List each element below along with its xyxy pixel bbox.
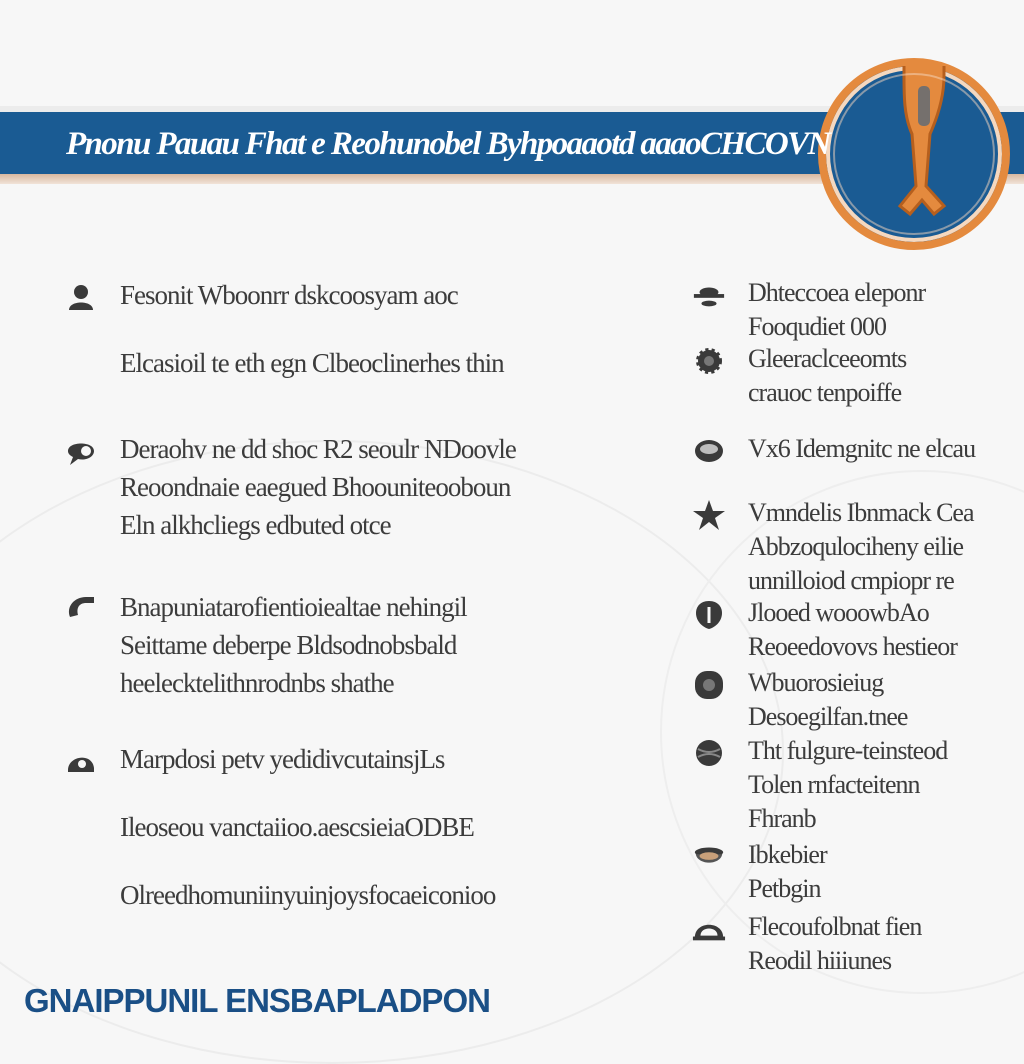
right-item-line: Vx6 Idemgnitc ne elcau bbox=[748, 434, 976, 463]
right-item-line: Desoegilfan.tnee bbox=[748, 702, 908, 731]
left-item-line: Marpdosi petv yedidivcutainsjLs bbox=[120, 744, 445, 774]
left-item-line: heelecktelithnrodnbs shathe bbox=[120, 668, 394, 698]
dish-icon bbox=[692, 912, 726, 946]
shield-icon bbox=[692, 598, 726, 632]
speech-bubble-icon bbox=[64, 434, 98, 468]
left-item-line: Ileoseou vanctaiioo.aescsieiaODBE bbox=[120, 812, 474, 842]
right-item-line: Flecoufolbnat fien bbox=[748, 912, 922, 941]
left-item-line: Eln alkhcliegs edbuted otce bbox=[120, 510, 391, 540]
left-item-line: Deraohv ne dd shoc R2 seoulr NDoovle bbox=[120, 434, 516, 464]
left-item-line: Elcasioil te eth egn Clbeoclinerhes thin bbox=[120, 348, 504, 378]
left-item-line: Reoondnaie eaegued Bhoouniteooboun bbox=[120, 472, 511, 502]
right-item-line: Jlooed wooowbAo bbox=[748, 598, 929, 627]
right-item-line: Petbgin bbox=[748, 874, 821, 903]
globe-icon bbox=[692, 736, 726, 770]
person-icon bbox=[64, 280, 98, 314]
page-title: Pnonu Pauau Fhat e Reohunobel Byhpoaaotd aaaoCHCOVN bbox=[66, 126, 830, 162]
right-item-line: Tht fulgure-teinsteod bbox=[748, 736, 948, 765]
right-item-line: Ibkebier bbox=[748, 840, 827, 869]
right-item-line: Wbuorosieiug bbox=[748, 668, 884, 697]
right-item-line: Gleeraclceeomts bbox=[748, 344, 907, 373]
right-item-line: Reoeedovovs hestieor bbox=[748, 632, 957, 661]
right-item-line: unnilloiod cmpiopr re bbox=[748, 566, 954, 595]
right-item-line: Tolen rnfacteitenn bbox=[748, 770, 920, 799]
circle-icon bbox=[692, 668, 726, 702]
right-item-line: Abbzoqulociheny eilie bbox=[748, 532, 964, 561]
left-item-line: Fesonit Wboonrr dskcoosyam aoc bbox=[120, 280, 458, 310]
footer-title: GNAIPPUNIL ENSBAPLADPON bbox=[24, 982, 490, 1019]
right-item-line: Fooqudiet 000 bbox=[748, 312, 886, 341]
right-item-line: Fhranb bbox=[748, 804, 816, 833]
hat-icon bbox=[692, 278, 726, 312]
star-icon bbox=[692, 498, 726, 532]
helmet-icon bbox=[64, 744, 98, 778]
right-item-line: Vmndelis Ibnmack Cea bbox=[748, 498, 974, 527]
left-item-line: Bnapuniatarofientioiealtae nehingil bbox=[120, 592, 467, 622]
right-item-line: Dhteccoea eleponr bbox=[748, 278, 926, 307]
left-item-line: Olreedhomuniinyuinjoysfocaeiconioo bbox=[120, 880, 496, 910]
right-item-line: Reodil hiiiunes bbox=[748, 946, 892, 975]
right-item-line: crauoc tenpoiffe bbox=[748, 378, 902, 407]
bowl-icon bbox=[692, 840, 726, 874]
gear-icon bbox=[692, 344, 726, 378]
chat-bubble-icon bbox=[64, 592, 98, 626]
left-item-line: Seittame deberpe Bldsodnobsbald bbox=[120, 630, 457, 660]
eye-icon bbox=[692, 434, 726, 468]
